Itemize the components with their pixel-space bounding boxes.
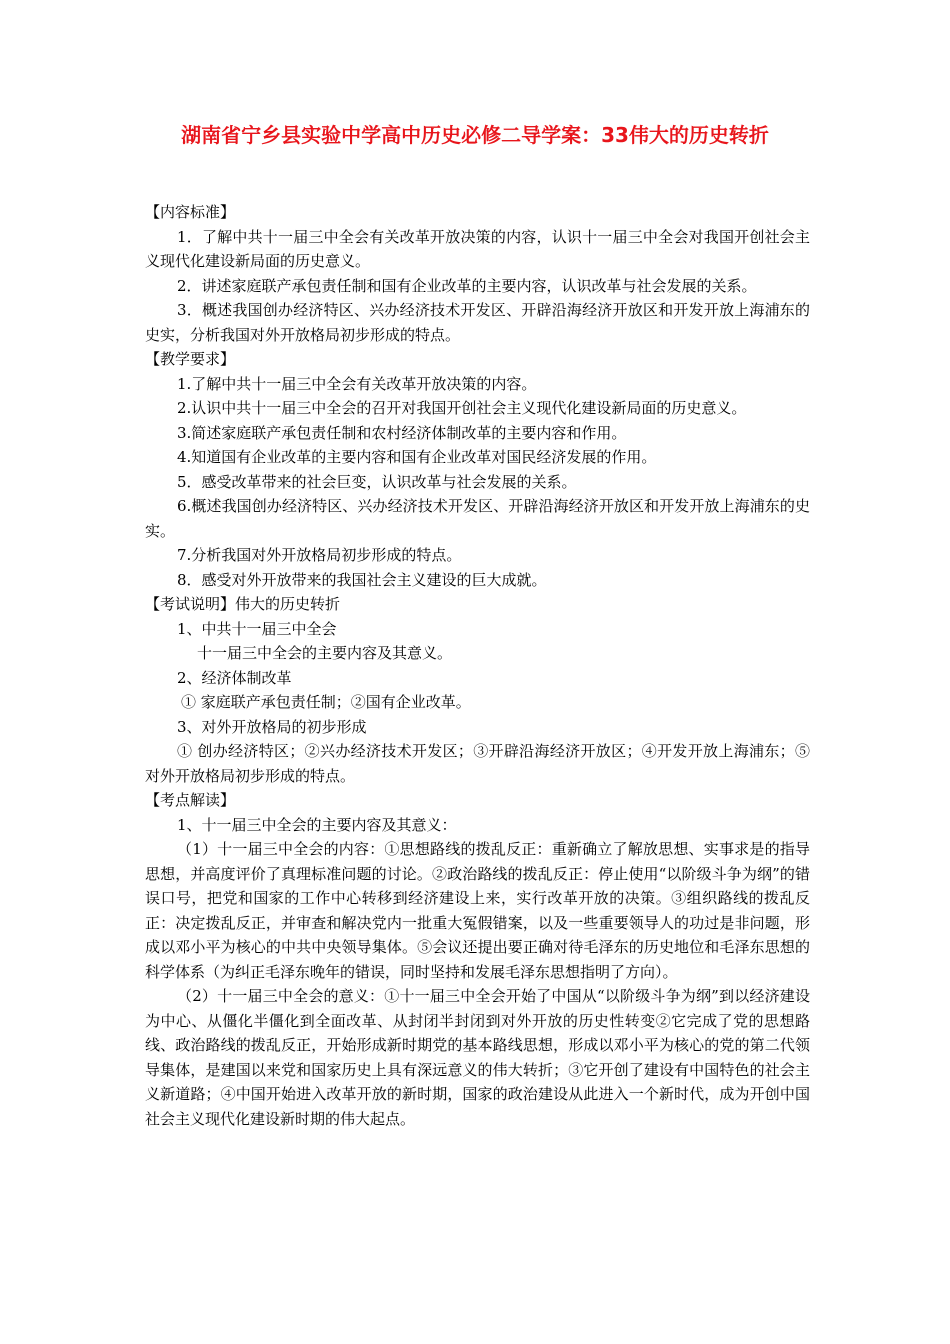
- list-item: 3、对外开放格局的初步形成: [177, 717, 367, 736]
- list-item: ① 家庭联产承包责任制；②国有企业改革。: [181, 693, 471, 711]
- paragraph: 8．感受对外开放带来的我国社会主义建设的巨大成就。: [177, 570, 547, 589]
- paragraph: 1.了解中共十一届三中全会有关改革开放决策的内容。: [177, 374, 537, 393]
- list-item: 2、经济体制改革: [177, 668, 292, 687]
- paragraph: （1）十一届三中全会的内容：①思想路线的拨乱反正：重新确立了解放思想、实事求是的指导思想，并高度评价了真理标准问题的讨论。②政治路线的拨乱反正：停止使用“以阶级斗争为纲”的错误口号，把党和国家的工作中心转移到经济建设上来，实行改革开放的决策。③组织路线的拨乱反正：决定拨乱反正，并审查和解决党内一批重大冤假错案，以及一些重要领导人的功过是非问题，形成以邓小平为核心的中共中央领导集体。⑤会议还提出要正确对待毛泽东的历史地位和毛泽东思想的科学体系（为纠正毛泽东晚年的错误，同时坚持和发展毛泽东思想指明了方向）。: [145, 840, 810, 981]
- section-heading-exam-notes: 【考试说明】伟大的历史转折: [145, 595, 341, 613]
- document-body: [145, 200, 810, 1131]
- document-title: 湖南省宁乡县实验中学高中历史必修二导学案：33伟大的历史转折: [181, 123, 769, 147]
- paragraph: 5．感受改革带来的社会巨变，认识改革与社会发展的关系。: [177, 472, 577, 491]
- paragraph: 2．讲述家庭联产承包责任制和国有企业改革的主要内容，认识改革与社会发展的关系。: [177, 276, 757, 295]
- paragraph: 3．概述我国创办经济特区、兴办经济技术开发区、开辟沿海经济开放区和开发开放上海浦东的史实，分析我国对外开放格局初步形成的特点。: [145, 301, 810, 344]
- list-item: 十一届三中全会的主要内容及其意义。: [197, 644, 453, 662]
- paragraph: 4.知道国有企业改革的主要内容和国有企业改革对国民经济发展的作用。: [177, 448, 657, 466]
- paragraph: 7.分析我国对外开放格局初步形成的特点。: [177, 546, 462, 564]
- paragraph: 6.概述我国创办经济特区、兴办经济技术开发区、开辟沿海经济开放区和开发开放上海浦东的史实。: [145, 497, 810, 540]
- paragraph: （2）十一届三中全会的意义：①十一届三中全会开始了中国从“以阶级斗争为纲”到以经济建设为中心、从僵化半僵化到全面改革、从封闭半封闭到对外开放的历史性转变②它完成了党的思想路线、政治路线的拨乱反正，开始形成新时期党的基本路线思想，形成以邓小平为核心的党的第二代领导集体，是建国以来党和国家历史上具有深远意义的伟大转折；③它开创了建设有中国特色的社会主义新道路；④中国开始进入改革开放的新时期，国家的政治建设从此进入一个新时代，成为开创中国社会主义现代化建设新时期的伟大起点。: [145, 987, 810, 1128]
- list-item: 1、中共十一届三中全会: [177, 619, 337, 638]
- section-heading-content-standard: 【内容标准】: [145, 203, 236, 221]
- list-item: ① 创办经济特区；②兴办经济技术开发区；③开辟沿海经济开放区；④开发开放上海浦东；⑤对外开放格局初步形成的特点。: [145, 742, 810, 785]
- section-heading-teaching-requirements: 【教学要求】: [145, 350, 236, 368]
- paragraph: 1．了解中共十一届三中全会有关改革开放决策的内容，认识十一届三中全会对我国开创社会主义现代化建设新局面的历史意义。: [145, 227, 810, 270]
- paragraph: 1、十一届三中全会的主要内容及其意义：: [177, 815, 457, 834]
- section-heading-key-points: 【考点解读】: [145, 791, 236, 809]
- paragraph: 3.简述家庭联产承包责任制和农村经济体制改革的主要内容和作用。: [177, 423, 627, 442]
- paragraph: 2.认识中共十一届三中全会的召开对我国开创社会主义现代化建设新局面的历史意义。: [177, 399, 747, 417]
